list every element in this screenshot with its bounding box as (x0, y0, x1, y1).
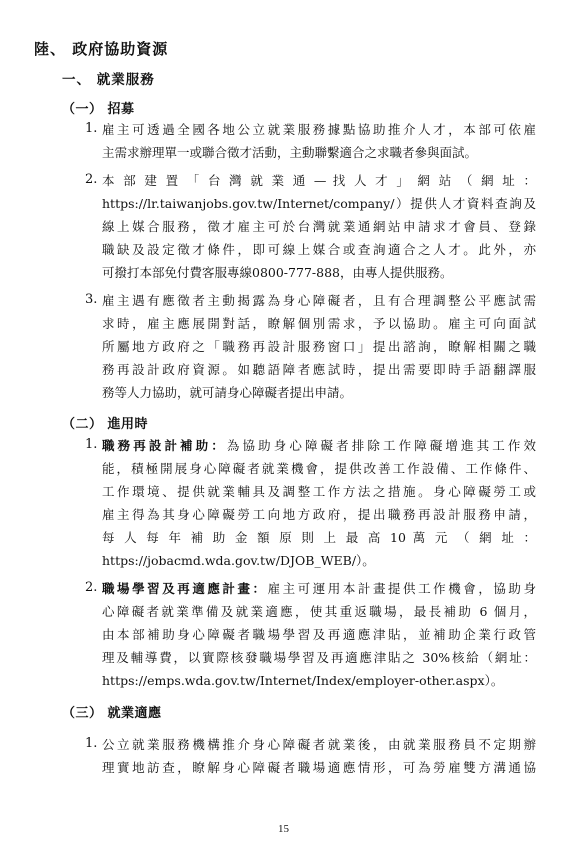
page-number: 15 (278, 823, 289, 835)
item-number: 1. (85, 437, 98, 452)
heading-adaptation: （三） 就業適應 (62, 706, 162, 721)
item-number: 2. (85, 580, 98, 595)
text-line: 工作環境、提供就業輔具及調整工作方法之措施。身心障礙勞工或 (102, 484, 536, 499)
subsection-heading: 一、 就業服務 (62, 72, 155, 88)
item-number: 1. (85, 121, 98, 136)
text-line: 理及輔導費，以實際核發職場學習及再適應津貼之 30%核給（網址： (102, 650, 536, 665)
item-number: 2. (85, 172, 98, 187)
text-line: 職缺及設定徵才條件，即可線上媒合或查詢適合之人才。此外，亦 (102, 242, 536, 257)
text-line: 理實地訪查，瞭解身心障礙者職場適應情形，可為勞雇雙方溝通協 (102, 760, 536, 775)
text-line: 務等人力協助，就可請身心障礙者提出申請。 (102, 385, 353, 400)
text-line: https://emps.wda.gov.tw/Internet/Index/employer-other.aspx）。 (102, 673, 504, 688)
text-line: 雇主得為其身心障礙勞工向地方政府，提出職務再設計服務申請， (102, 507, 536, 522)
text-line: https://lr.taiwanjobs.gov.tw/Internet/company/）提供人才資料查詢及 (102, 196, 536, 211)
section-heading: 陸、 政府協助資源 (34, 40, 169, 58)
text-line: 每 人 每 年 補 助 金 額 原 則 上 最 高 10 萬 元 （ 網 址 ： (102, 530, 536, 545)
text-line (102, 434, 536, 457)
text-line (102, 577, 536, 600)
text-line: 線上媒合服務，徵才雇主可於台灣就業通網站申請求才會員、登錄 (102, 219, 536, 234)
text-line: 本 部 建 置 「 台 灣 就 業 通 — 找 人 才 」 網 站 （ 網 址 ： (102, 173, 536, 188)
text-line: 雇主遇有應徵者主動揭露為身心障礙者，且有合理調整公平應試需 (102, 293, 536, 308)
term-workplace-learning: 職場學習及再適應計畫： (102, 581, 268, 596)
text-line: 公立就業服務機構推介身心障礙者就業後，由就業服務員不定期辦 (102, 737, 536, 752)
item-number: 1. (85, 736, 98, 751)
text-line: 務再設計政府資源。如聽語障者應試時，提出需要即時手語翻譯服 (102, 362, 536, 377)
heading-hiring: （二） 進用時 (62, 417, 149, 432)
text-line: 所屬地方政府之「職務再設計服務窗口」提出諮詢，瞭解相關之職 (102, 339, 536, 354)
text-line: 主需求辦理單一或聯合徵才活動，主動聯繫適合之求職者參與面試。 (102, 145, 478, 160)
text-line: 心障礙者就業準備及就業適應，使其重返職場，最長補助 6 個月， (102, 604, 536, 619)
term-job-redesign: 職務再設計補助： (102, 438, 227, 453)
text-line: 求時，雇主應展開對話，瞭解個別需求，予以協助。雇主可向面試 (102, 316, 536, 331)
text-run: 雇主可運用本計畫提供工作機會，協助身 (267, 581, 536, 596)
text-line: 由本部補助身心障礙者職場學習及再適應津貼，並補助企業行政管 (102, 627, 536, 642)
text-line: https://jobacmd.wda.gov.tw/DJOB_WEB/）。 (102, 553, 375, 568)
item-number: 3. (85, 292, 98, 307)
text-line: 雇主可透過全國各地公立就業服務據點協助推介人才，本部可依雇 (102, 122, 536, 137)
text-line: 可撥打本部免付費客服專線0800-777-888，由專人提供服務。 (102, 265, 453, 280)
text-line: 能，積極開展身心障礙者就業機會，提供改善工作設備、工作條件、 (102, 461, 536, 476)
text-run: 為協助身心障礙者排除工作障礙增進其工作效 (226, 438, 536, 453)
heading-recruitment: （一） 招募 (62, 102, 135, 117)
